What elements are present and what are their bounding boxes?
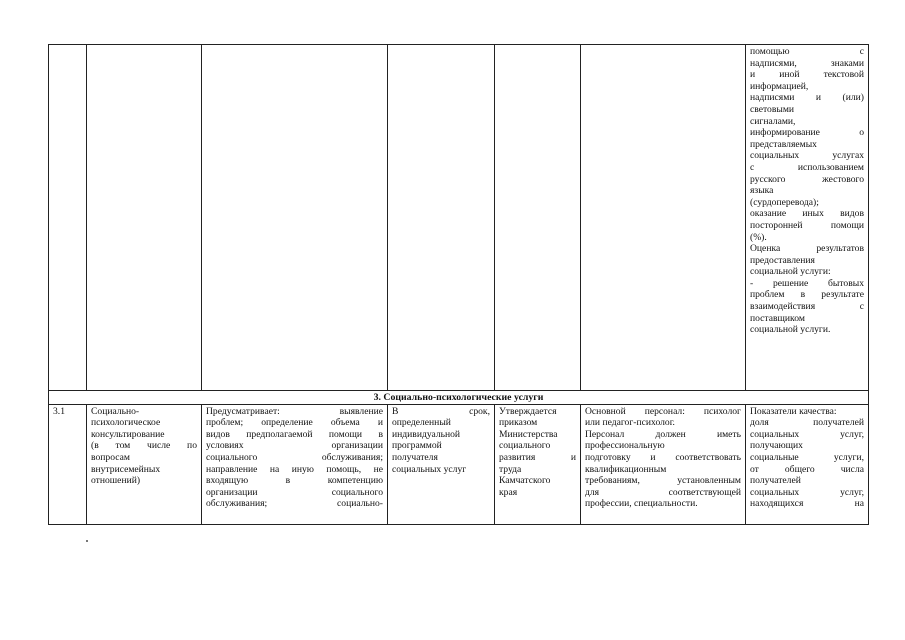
text-line: развития и xyxy=(499,451,576,463)
text-line: световыми xyxy=(750,103,795,115)
text-line: видов предполагаемой помощи в xyxy=(206,428,383,440)
text-line: внутрисемейных xyxy=(91,463,161,475)
text-line: требованиям, установленным xyxy=(585,475,741,487)
text-line: социальных услуг, xyxy=(750,486,864,498)
text-line: Предусматривает: выявление xyxy=(206,405,383,417)
text-line: вопросам xyxy=(91,451,130,463)
text-line: социальные услуги, xyxy=(750,451,864,463)
text-line: социального xyxy=(499,440,551,452)
text-line: сигналами, xyxy=(750,115,796,127)
text-line: получателей xyxy=(750,475,801,487)
text-line: надписями, знаками xyxy=(750,57,864,69)
text-line: получателя xyxy=(392,451,438,463)
row-number: 3.1 xyxy=(49,404,87,524)
text-line: информирование о xyxy=(750,127,864,139)
text-line: (%). xyxy=(750,231,767,243)
text-line: предоставления xyxy=(750,254,815,266)
text-line: профессии, специальности. xyxy=(585,498,698,510)
text-line: Камчатского xyxy=(499,475,551,487)
text-line: приказом xyxy=(499,417,538,429)
text-line: обслуживания; социально- xyxy=(206,498,383,510)
cont-cell-conditions xyxy=(581,45,746,391)
text-line: - решение бытовых xyxy=(750,277,864,289)
text-line: отношений) xyxy=(91,475,141,487)
text-line: направление на иную помощь, не xyxy=(206,463,383,475)
text-line: Основной персонал: психолог xyxy=(585,405,741,417)
text-line: взаимодействия с xyxy=(750,301,864,313)
text-line: В срок, xyxy=(392,405,490,417)
text-line: определенный xyxy=(392,417,451,429)
continuation-text xyxy=(750,46,864,336)
text-line: индивидуальной xyxy=(392,428,461,440)
continuation-row xyxy=(49,45,869,391)
text-line: языка xyxy=(750,185,774,197)
text-line: психологическое xyxy=(91,417,161,429)
text-line: социальных услуг, xyxy=(750,428,864,440)
text-line: Персонал должен иметь xyxy=(585,428,741,440)
text-line: Оценка результатов xyxy=(750,243,864,255)
text-line: социального обслуживания; xyxy=(206,451,383,463)
text-line: квалификационным xyxy=(585,463,667,475)
text-line: для соответствующей xyxy=(585,486,741,498)
text-line: (сурдоперевода); xyxy=(750,196,819,208)
service-description xyxy=(202,404,388,524)
section-row xyxy=(49,391,869,405)
text-line: доля получателей xyxy=(750,417,864,429)
service-cost xyxy=(495,404,581,524)
cont-cell-indicators xyxy=(746,45,869,391)
text-line: социальной услуги. xyxy=(750,324,831,336)
text-line: посторонней помощи xyxy=(750,219,864,231)
cont-cell-cost xyxy=(495,45,581,391)
services-table xyxy=(48,44,869,525)
text-line: социальных услуг xyxy=(392,463,467,475)
scan-speck xyxy=(86,540,88,542)
text-line: программой xyxy=(392,440,442,452)
text-line: с использованием xyxy=(750,161,864,173)
text-line: организации социального xyxy=(206,486,383,498)
text-line: Министерства xyxy=(499,428,558,440)
text-line: поставщиком xyxy=(750,312,805,324)
text-line: социальной услуги: xyxy=(750,266,831,278)
text-line: консультирование xyxy=(91,428,165,440)
text-line: труда xyxy=(499,463,522,475)
text-line: подготовку и соответствовать xyxy=(585,451,741,463)
text-line: находящихся на xyxy=(750,498,864,510)
service-conditions xyxy=(581,404,746,524)
service-term xyxy=(388,404,495,524)
table-row xyxy=(49,404,869,524)
text-line: или педагог-психолог. xyxy=(585,417,675,429)
text-line: надписями и (или) xyxy=(750,92,864,104)
text-line: условиях организации xyxy=(206,440,383,452)
text-line: входящую в компетенцию xyxy=(206,475,383,487)
text-line: края xyxy=(499,486,518,498)
text-line: профессиональную xyxy=(585,440,665,452)
service-indicators xyxy=(746,404,869,524)
cont-cell-term xyxy=(388,45,495,391)
service-name xyxy=(87,404,202,524)
text-line: (в том числе по xyxy=(91,440,197,452)
text-line: помощью с xyxy=(750,46,864,57)
cont-cell-number xyxy=(49,45,87,391)
text-line: Социально- xyxy=(91,405,140,417)
text-line: социальных услугах xyxy=(750,150,864,162)
cont-cell-name xyxy=(87,45,202,391)
section-heading: 3. Социально-психологические услуги xyxy=(49,391,869,405)
text-line: Утверждается xyxy=(499,405,557,417)
text-line: оказание иных видов xyxy=(750,208,864,220)
text-line: информацией, xyxy=(750,80,809,92)
text-line: проблем в результате xyxy=(750,289,864,301)
text-line: получающих xyxy=(750,440,803,452)
text-line: от общего числа xyxy=(750,463,864,475)
text-line: проблем; определение объема и xyxy=(206,417,383,429)
text-line: русского жестового xyxy=(750,173,864,185)
text-line: Показатели качества: xyxy=(750,405,837,417)
cont-cell-description xyxy=(202,45,388,391)
text-line: и иной текстовой xyxy=(750,69,864,81)
text-line: представляемых xyxy=(750,138,817,150)
